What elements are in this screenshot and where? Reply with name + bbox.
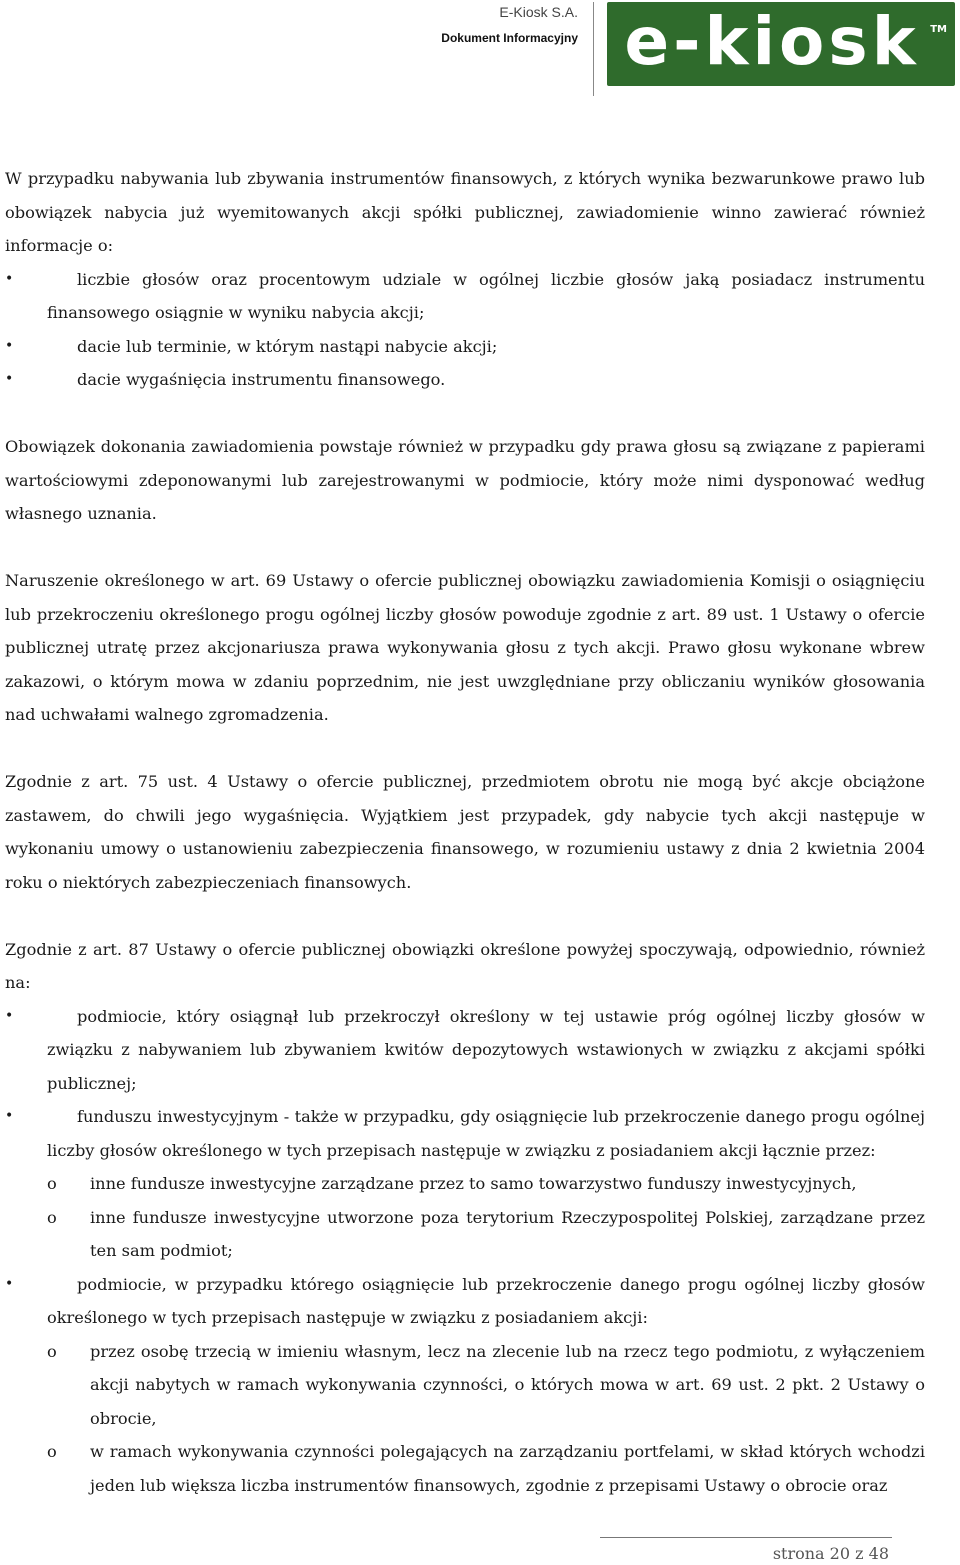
list-item (5, 363, 925, 397)
bullet-icon: • (5, 1275, 14, 1292)
spacer (5, 899, 925, 933)
sub-list-item (5, 1167, 925, 1201)
footer-divider (600, 1537, 892, 1538)
list-item-text: podmiocie, który osiągnął lub przekroczył określony w tej ustawie próg ogólnej liczby głosów w związku z nabywaniem lub zbywaniem kwitów depozytowych wstawionych w związku z akcjami spółki publicznej; (47, 1006, 925, 1093)
e-kiosk-logo (607, 2, 955, 86)
spacer (5, 397, 925, 431)
list-item (5, 1268, 925, 1335)
list-item (5, 263, 925, 330)
list-item-text: dacie wygaśnięcia instrumentu finansowego. (77, 370, 446, 389)
logo-trademark: TM (930, 24, 947, 35)
bullet-icon: • (5, 270, 14, 287)
document-body (5, 162, 925, 1502)
spacer (5, 531, 925, 565)
list-item (5, 1100, 925, 1167)
list-item-text: dacie lub terminie, w którym nastąpi nabycie akcji; (77, 336, 498, 356)
sub-bullet-icon: o (47, 1341, 57, 1361)
sub-list-item-text: inne fundusze inwestycyjne zarządzane przez to samo towarzystwo funduszy inwestycyjnych, (90, 1174, 857, 1193)
bullet-icon: • (5, 337, 14, 354)
logo-text: e-kiosk (624, 3, 920, 80)
list-item (5, 330, 925, 364)
bullet-icon: • (5, 1007, 14, 1024)
list-item-text: funduszu inwestycyjnym - także w przypadku, gdy osiągnięcie lub przekroczenie danego progu ogólnej liczby głosów określonego w tych przepisach następuje w związku z posiadaniem akcji łącznie przez: (47, 1107, 925, 1160)
spacer (5, 732, 925, 766)
sub-list-item-text: inne fundusze inwestycyjne utworzone poza terytorium Rzeczypospolitej Polskiej, zarządzane przez ten sam podmiot; (90, 1207, 925, 1260)
sub-list-item-text: w ramach wykonywania czynności polegających na zarządzaniu portfelami, w skład których wchodzi jeden lub większa liczba instrumentów finansowych, zgodnie z przepisami Ustawy o obrocie oraz (90, 1442, 925, 1495)
paragraph-5: Zgodnie z art. 87 Ustawy o ofercie publicznej obowiązki określone powyżej spoczywają, odpowiednio, również na: (5, 939, 925, 992)
list-item-text: podmiocie, w przypadku którego osiągnięcie lub przekroczenie danego progu ogólnej liczby głosów określonego w tych przepisach następuje w związku z posiadaniem akcji: (47, 1274, 925, 1327)
bullet-list-1 (5, 263, 925, 397)
list-item-text: liczbie głosów oraz procentowym udziale w ogólnej liczbie głosów jaką posiadacz instrumentu finansowego osiągnie w wyniku nabycia akcji; (47, 269, 925, 322)
header-divider (593, 2, 594, 96)
sub-bullet-icon: o (47, 1174, 57, 1193)
page-number: strona 20 z 48 (772, 1544, 889, 1563)
paragraph-1: W przypadku nabywania lub zbywania instrumentów finansowych, z których wynika bezwarunkowe prawo lub obowiązek nabycia już wyemitowanych akcji spółki publicznej, zawiadomienie winno zawierać również informacje o: (5, 169, 925, 255)
paragraph-4: Zgodnie z art. 75 ust. 4 Ustawy o ofercie publicznej, przedmiotem obrotu nie mogą być akcje obciążone zastawem, do chwili jego wygaśnięcia. Wyjątkiem jest przypadek, gdy nabycie tych akcji następuje w wykonaniu umowy o ustanowieniu zabezpieczenia finansowego, w rozumieniu ustawy z dnia 2 kwietnia 2004 roku o niektórych zabezpieczeniach finansowych. (5, 772, 925, 892)
list-item (5, 1000, 925, 1101)
sub-list-item (5, 1435, 925, 1502)
paragraph-2: Obowiązek dokonania zawiadomienia powstaje również w przypadku gdy prawa głosu są związane z papierami wartościowymi zdeponowanymi lub zarejestrowanymi w podmiocie, który może nimi dysponować według własnego uznania. (5, 437, 925, 523)
page-header (0, 0, 960, 100)
company-name: E-Kiosk S.A. (499, 4, 578, 20)
bullet-list-2 (5, 1000, 925, 1503)
sub-list-item-text: przez osobę trzecią w imieniu własnym, lecz na zlecenie lub na rzecz tego podmiotu, z wyłączeniem akcji nabytych w ramach wykonywania czynności, o których mowa w art. 69 ust. 2 pkt. 2 Ustawy o obrocie, (90, 1341, 925, 1428)
sub-bullet-icon: o (47, 1207, 57, 1227)
bullet-icon: • (5, 1108, 14, 1124)
sub-list-item (5, 1201, 925, 1268)
sub-list-item (5, 1335, 925, 1436)
sub-bullet-icon: o (47, 1442, 57, 1461)
bullet-icon: • (5, 371, 14, 387)
paragraph-3: Naruszenie określonego w art. 69 Ustawy o ofercie publicznej obowiązku zawiadomienia Komisji o osiągnięciu lub przekroczeniu określonego progu ogólnej liczby głosów powoduje zgodnie z art. 89 ust. 1 Ustawy o ofercie publicznej utratę przez akcjonariusza prawa wykonywania głosu z tych akcji. Prawo głosu wykonane wbrew zakazowi, o którym mowa w zdaniu poprzednim, nie jest uwzględniane przy obliczaniu wyników głosowania nad uchwałami walnego zgromadzenia. (5, 571, 925, 724)
document-type: Dokument Informacyjny (441, 31, 578, 45)
